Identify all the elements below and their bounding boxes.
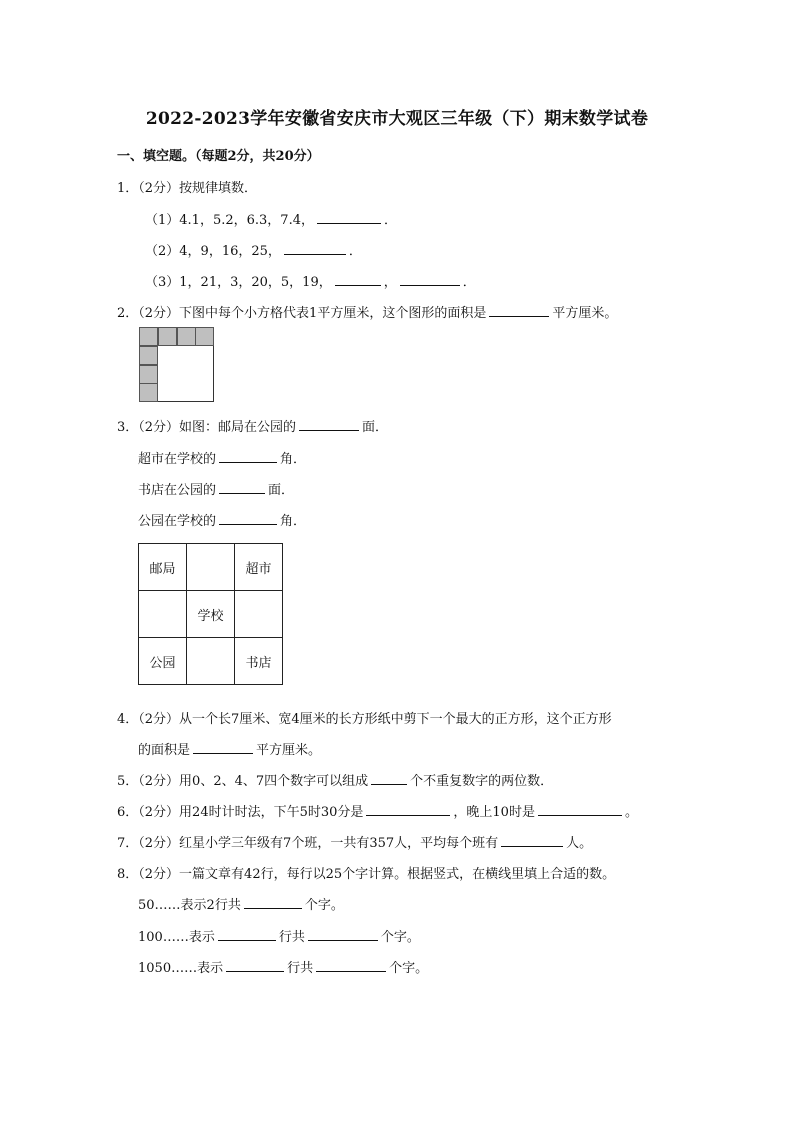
q1-part3-sep: ，	[383, 275, 397, 290]
map-cell: 书店	[235, 638, 283, 685]
q3-line3-text: 书店在公园的	[138, 483, 217, 498]
q6-stem	[117, 801, 638, 820]
q5-blank[interactable]	[371, 771, 407, 785]
q4-blank[interactable]	[193, 740, 253, 754]
q8-blank-3[interactable]	[308, 927, 378, 941]
q1-part1	[145, 209, 397, 228]
q3-line1-tail: 面．	[362, 420, 389, 435]
q1-part2	[145, 240, 362, 259]
grid-square	[139, 346, 158, 365]
q8-row1	[138, 894, 344, 913]
map-cell: 公园	[139, 638, 187, 685]
grid-square	[195, 327, 214, 346]
q3-stem	[117, 416, 388, 435]
q1-part1-end: ．	[383, 213, 397, 228]
area-grid-figure	[139, 327, 215, 403]
grid-square	[139, 383, 158, 402]
q1-part3-blank-1[interactable]	[335, 272, 381, 286]
q6-mid: ，晚上10时是	[453, 805, 535, 820]
q7-blank[interactable]	[501, 833, 563, 847]
q1-part1-blank[interactable]	[317, 210, 381, 224]
q3-line3	[138, 479, 294, 498]
map-cell: 邮局	[139, 544, 187, 591]
q5-stem	[117, 770, 553, 789]
grid-square	[139, 365, 158, 384]
location-map-grid	[138, 543, 283, 685]
q4-line1: 4．（2分）从一个长7厘米、宽4厘米的长方形纸中剪下一个最大的正方形，这个正方形	[117, 712, 612, 727]
q1-part3-blank-2[interactable]	[400, 272, 460, 286]
q1-part2-blank[interactable]	[284, 241, 346, 255]
q3-line3-tail: 面．	[268, 483, 295, 498]
q3-line2	[138, 448, 306, 467]
q8-row2-text: 100……表示	[138, 930, 215, 945]
q8-row2-mid: 行共	[278, 930, 305, 945]
q3-blank-4[interactable]	[219, 511, 277, 525]
q1-part2-text: （2）4，9，16，25，	[145, 244, 281, 259]
section-heading: 一、填空题。（每题2分，共20分）	[117, 149, 320, 164]
grid-square	[139, 327, 158, 346]
q3-line2-tail: 角．	[280, 452, 307, 467]
q8-row1-tail: 个字。	[304, 898, 344, 913]
q7-stem-text: 7．（2分）红星小学三年级有7个班，一共有357人，平均每个班有	[117, 836, 499, 851]
q8-stem: 8．（2分）一篇文章有42行，每行以25个字计算。根据竖式，在横线里填上合适的数。	[117, 867, 616, 882]
q6-tail: 。	[624, 805, 638, 820]
grid-square	[177, 327, 196, 346]
q8-row2-tail: 个字。	[380, 930, 420, 945]
q1-part1-text: （1）4.1，5.2，6.3，7.4，	[145, 213, 314, 228]
q8-blank-1[interactable]	[244, 895, 302, 909]
page-title: 2022-2023学年安徽省安庆市大观区三年级（下）期末数学试卷	[145, 109, 649, 129]
q4-tail: 平方厘米。	[256, 743, 322, 758]
q3-line4	[138, 510, 306, 529]
q3-line2-text: 超市在学校的	[138, 452, 217, 467]
q2-stem	[117, 302, 617, 321]
q8-row1-text: 50……表示2行共	[138, 898, 241, 913]
q6-blank-1[interactable]	[366, 802, 450, 816]
q1-part3-end: ．	[462, 275, 476, 290]
q3-blank-1[interactable]	[299, 417, 359, 431]
q8-row3	[138, 957, 428, 976]
map-cell	[139, 591, 187, 638]
q3-line4-tail: 角．	[280, 514, 307, 529]
q5-stem-text: 5．（2分）用0、2、4、7四个数字可以组成	[117, 774, 369, 789]
grid-square	[158, 327, 177, 346]
q3-line4-text: 公园在学校的	[138, 514, 217, 529]
q1-part2-end: ．	[348, 244, 362, 259]
q3-blank-3[interactable]	[219, 480, 265, 494]
q8-row2	[138, 926, 420, 945]
map-cell	[235, 591, 283, 638]
q1-part3	[145, 271, 476, 290]
q7-tail: 人。	[566, 836, 593, 851]
q8-row3-mid: 行共	[287, 961, 314, 976]
map-cell: 学校	[187, 591, 235, 638]
q8-blank-2[interactable]	[218, 927, 276, 941]
q3-stem-text: 3．（2分）如图：邮局在公园的	[117, 420, 297, 435]
map-cell: 超市	[235, 544, 283, 591]
map-cell	[187, 544, 235, 591]
q2-stem-text: 2．（2分）下图中每个小方格代表1平方厘米，这个图形的面积是	[117, 306, 487, 321]
q8-row3-tail: 个字。	[389, 961, 429, 976]
q4-line2	[138, 739, 321, 758]
q2-blank[interactable]	[489, 303, 549, 317]
q6-blank-2[interactable]	[538, 802, 622, 816]
q3-blank-2[interactable]	[219, 449, 277, 463]
map-cell	[187, 638, 235, 685]
q8-blank-4[interactable]	[226, 958, 284, 972]
q5-tail: 个不重复数字的两位数．	[410, 774, 554, 789]
q1-part3-text: （3）1，21，3，20，5，19，	[145, 275, 332, 290]
q4-line2-text: 的面积是	[138, 743, 191, 758]
q6-stem-text: 6．（2分）用24时计时法，下午5时30分是	[117, 805, 364, 820]
q1-stem: 1．（2分）按规律填数．	[117, 181, 258, 196]
q7-stem	[117, 832, 592, 851]
q2-tail: 平方厘米。	[552, 306, 618, 321]
q8-blank-5[interactable]	[316, 958, 386, 972]
q8-row3-text: 1050……表示	[138, 961, 224, 976]
